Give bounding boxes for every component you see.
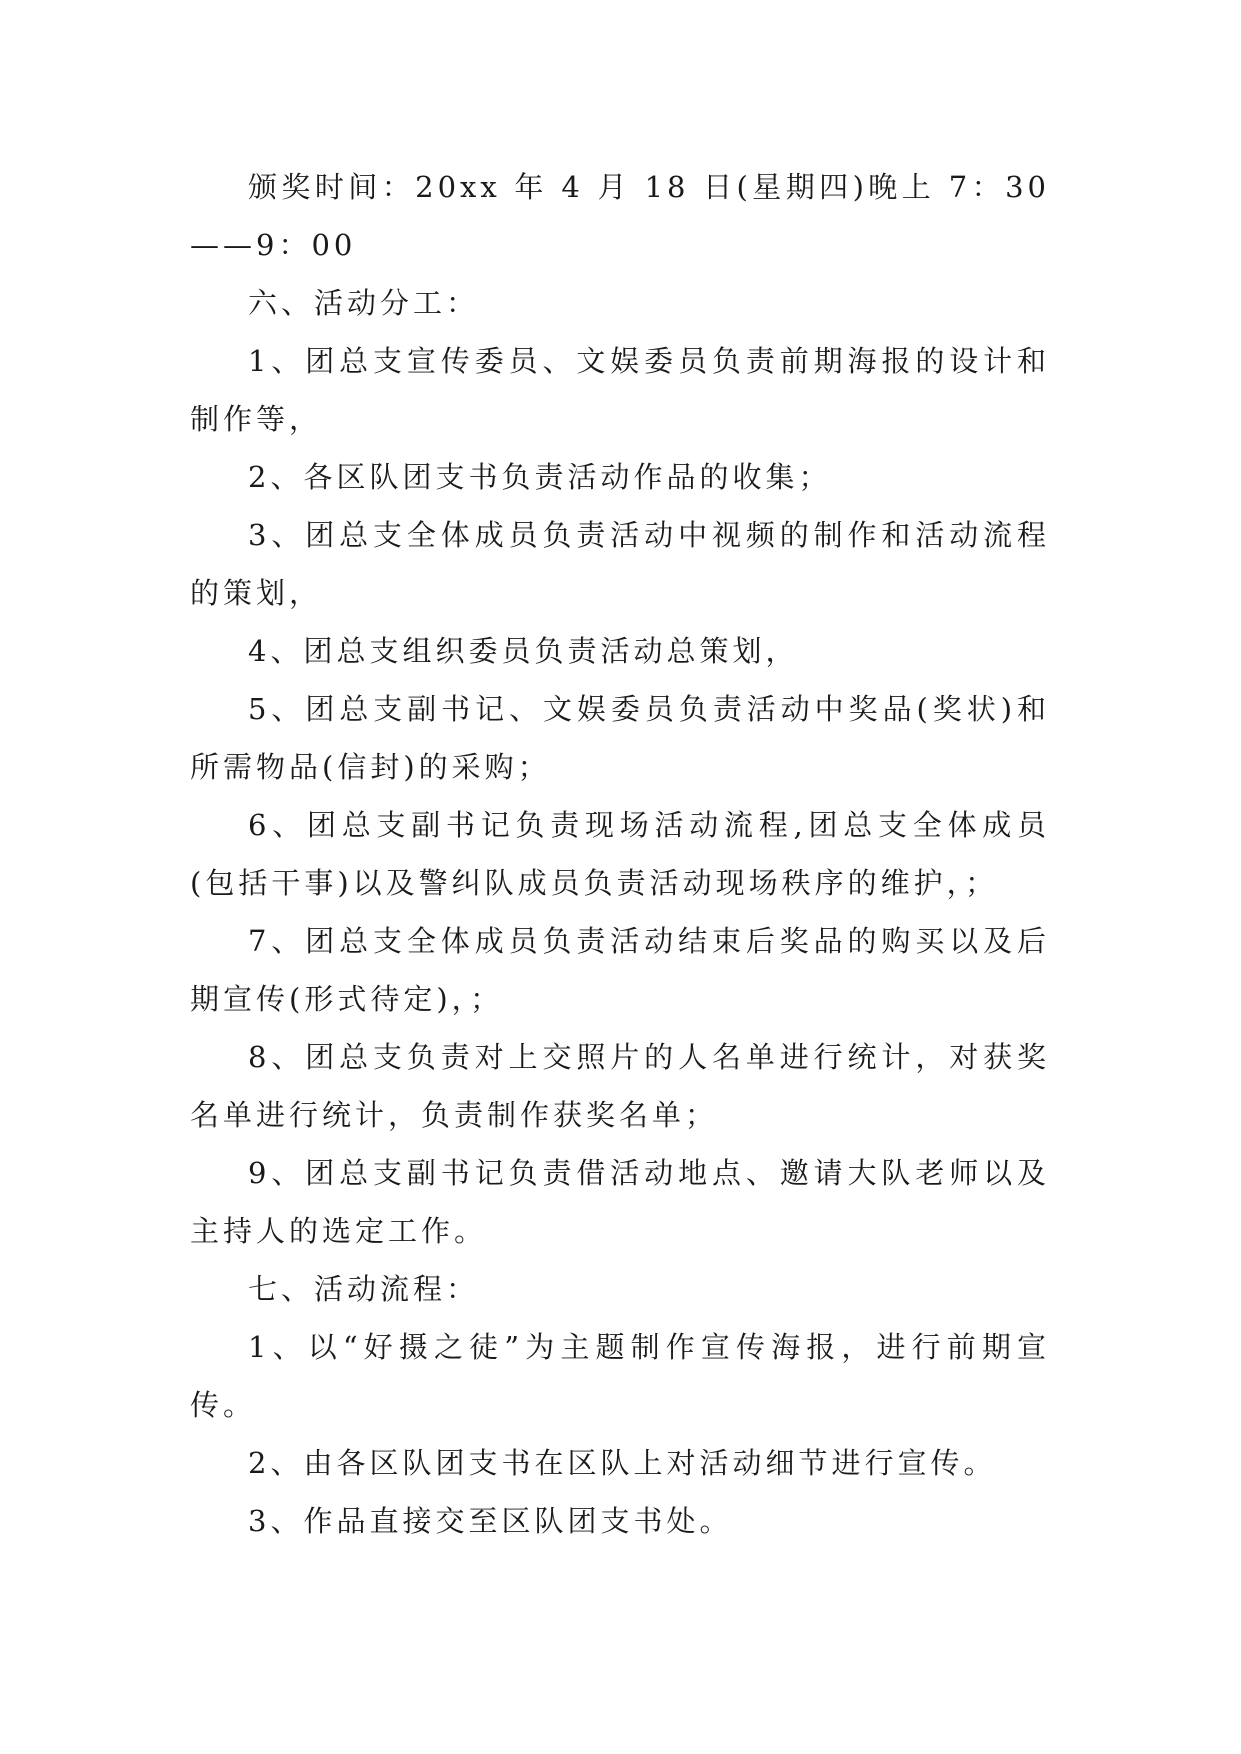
document-body xyxy=(190,158,1050,1550)
work-item-8: 8、团总支负责对上交照片的人名单进行统计，对获奖名单进行统计，负责制作获奖名单； xyxy=(190,1040,1050,1132)
section-heading-division-of-work: 六、活动分工： xyxy=(248,286,480,320)
work-item-4: 4、团总支组织委员负责活动总策划， xyxy=(248,634,799,668)
process-item-2: 2、由各区队团支书在区队上对活动细节进行宣传。 xyxy=(248,1446,997,1480)
work-item-7: 7、团总支全体成员负责活动结束后奖品的购买以及后期宣传(形式待定)，； xyxy=(190,924,1050,1016)
work-item-6: 6、团总支副书记负责现场活动流程,团总支全体成员(包括干事)以及警纠队成员负责活动现场秩序的维护，； xyxy=(190,808,1050,900)
work-item-2: 2、各区队团支书负责活动作品的收集； xyxy=(248,460,832,494)
work-item-9: 9、团总支副书记负责借活动地点、邀请大队老师以及主持人的选定工作。 xyxy=(190,1156,1050,1248)
work-item-5: 5、团总支副书记、文娱委员负责活动中奖品(奖状)和所需物品(信封)的采购； xyxy=(190,692,1050,784)
work-item-3: 3、团总支全体成员负责活动中视频的制作和活动流程的策划， xyxy=(190,518,1050,610)
process-item-1: 1、以“好摄之徒”为主题制作宣传海报，进行前期宣传。 xyxy=(190,1330,1050,1422)
work-item-1: 1、团总支宣传委员、文娱委员负责前期海报的设计和制作等， xyxy=(190,344,1050,436)
award-time-paragraph: 颁奖时间：20xx 年 4 月 18 日(星期四)晚上 7：30——9：00 xyxy=(190,170,1050,262)
process-item-3: 3、作品直接交至区队团支书处。 xyxy=(248,1504,733,1538)
section-heading-activity-process: 七、活动流程： xyxy=(248,1272,480,1306)
